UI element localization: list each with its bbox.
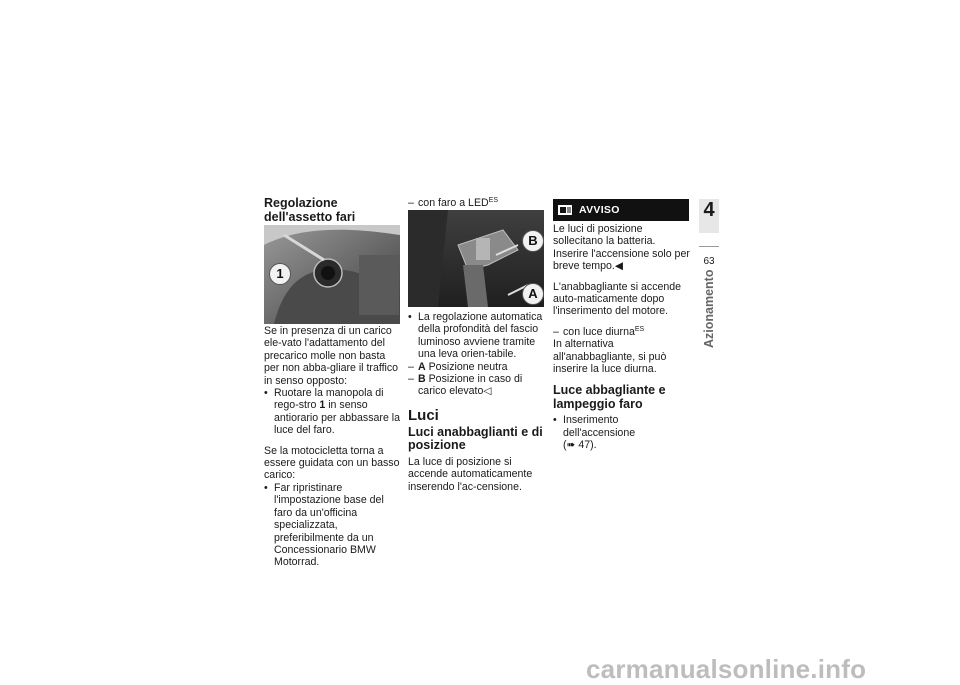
position-a (408, 361, 546, 373)
chapter-heading-lights: Luci (408, 406, 439, 424)
figure-levelling-lever (408, 210, 544, 307)
chapter-side-label: Azionamento (702, 269, 716, 348)
bullet-auto-levelling: • La regolazione automatica della profondità del fascio luminoso avviene tramite una leva orien-tabile. (408, 311, 546, 361)
daytime-light-label: con luce diurna (563, 325, 635, 338)
para-daytime-light: In alternativa all'anabbagliante, si può inserire la luce diurna. (553, 338, 667, 376)
callout-1: 1 (269, 263, 291, 285)
warning-text (553, 223, 691, 273)
chapter-number: 4 (703, 199, 715, 221)
heading-headlight-adjustment: Regolazione dell'assetto fari (264, 196, 356, 224)
divider (699, 246, 719, 247)
column-2-text (408, 311, 546, 493)
position-b (408, 373, 546, 398)
text-a: Posizione neutra (428, 360, 508, 373)
figure-adjustment-knob (264, 225, 400, 324)
column-1-text (264, 325, 402, 569)
column-1 (264, 197, 400, 224)
page-ref: (➠ 47). (563, 439, 597, 452)
bullet-rotate-text-b: in senso antiorario per abbassare la luce del faro. (274, 399, 401, 437)
para-low-beam-auto: L'anabbagliante si accende auto-maticamente dopo l'inserimento del motore. (553, 280, 682, 318)
warning-icon (557, 202, 573, 218)
bullet-rotate-knob (264, 387, 402, 437)
column-2-top (408, 197, 546, 209)
led-variant-sup: ES (488, 197, 499, 204)
bullet-rotate-text-a: Ruotare la manopola di rego-stro (274, 387, 384, 412)
daytime-light-sup: ES (634, 325, 645, 333)
bullet-ignition: • Inserimento dell'accensione (553, 414, 691, 439)
warning-end-mark: ◀ (614, 260, 623, 273)
label-b: B (418, 373, 426, 386)
chapter-tab (699, 199, 719, 233)
warning-body: Le luci di posizione sollecitano la batteria. Inserire l'accensione solo per breve tempo. (553, 223, 690, 273)
intro-text: Se in presenza di un carico ele-vato l'adattamento del precarico molle non basta per non abba-gliare il traffico in senso opposto: (264, 325, 399, 387)
column-3-text (553, 223, 691, 452)
text-b: Posizione in caso di carico elevato (418, 373, 523, 398)
bullet-restore-setting: • Far ripristinare l'impostazione base del faro da un'officina specializzata, preferibilmente da un Concessionario BMW Motorrad. (264, 482, 402, 569)
led-variant-label: con faro a LED (418, 197, 489, 209)
heading-high-beam: Luce abbagliante e lampeggio faro (553, 383, 666, 411)
heading-low-beam: Luci anabbaglianti e di posizione (408, 424, 543, 453)
para-low-load: Se la motocicletta torna a essere guidata con un basso carico: (264, 444, 400, 482)
text-position-light: La luce di posizione si accende automaticamente inserendo l'ac-censione. (408, 455, 533, 493)
daytime-light-variant (553, 326, 691, 338)
led-headlight-variant (408, 197, 546, 209)
end-mark: ◁ (483, 385, 492, 398)
ref-1: 1 (319, 399, 326, 412)
callout-a: A (522, 283, 544, 305)
warning-banner (553, 199, 689, 221)
page-number: 63 (703, 256, 715, 267)
warning-label: AVVISO (579, 204, 620, 216)
footer-watermark: carmanualsonline.info (586, 654, 867, 684)
callout-b: B (522, 230, 544, 252)
label-a: A (418, 360, 426, 373)
